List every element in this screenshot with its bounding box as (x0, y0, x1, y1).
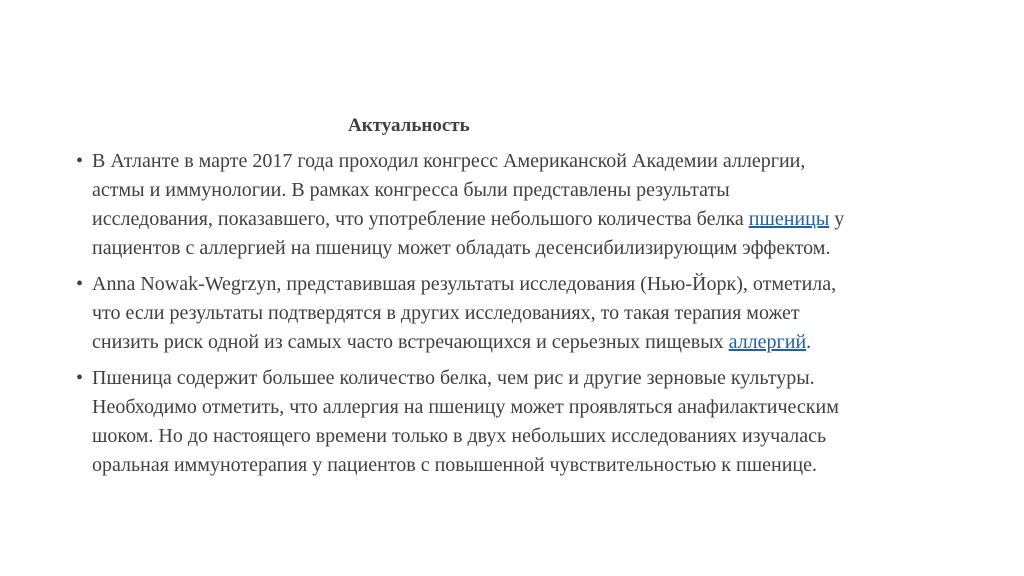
slide-title: Актуальность (348, 115, 470, 136)
bullet-1-line-1: В Атланте в марте 2017 года проходил конгресс Американской Академии аллергии, (92, 150, 806, 172)
bullet-item-2 (76, 270, 956, 357)
bullet-2-line-2: что если результаты подтвердятся в других исследованиях, то такая терапия может (92, 302, 800, 324)
bullet-dot: • (76, 150, 84, 172)
link-allergies[interactable]: аллергий (728, 331, 807, 353)
bullet-2-line-1: Anna Nowak-Wegrzyn, представившая результаты исследования (Нью-Йорк), отметила, (92, 273, 837, 295)
bullet-dot: • (76, 367, 84, 389)
bullet-1-line-3 (92, 205, 956, 234)
bullet-2-line-3-tail: . (806, 331, 812, 353)
bullet-1-line-3-text: исследования, показавшего, что употребление небольшого количества белка (92, 208, 744, 230)
bullet-3-line-4: оральная иммунотерапия у пациентов с повышенной чувствительностью к пшенице. (92, 454, 817, 476)
bullet-3-line-1: Пшеница содержит большее количество белка, чем рис и другие зерновые культуры. (92, 367, 815, 389)
bullet-list (76, 147, 956, 487)
bullet-3-line-3: шоком. Но до настоящего времени только в двух небольших исследованиях изучалась (92, 425, 827, 447)
bullet-1-line-2: астмы и иммунологии. В рамках конгресса были представлены результаты (92, 179, 730, 201)
bullet-1-line-3-tail: у (829, 208, 845, 230)
bullet-dot: • (76, 273, 84, 295)
bullet-2-line-3-text: снизить риск одной из самых часто встречающихся и серьезных пищевых (92, 331, 724, 353)
bullet-item-3 (76, 364, 956, 480)
bullet-3-line-2: Необходимо отметить, что аллергия на пшеницу может проявляться анафилактическим (92, 396, 839, 418)
bullet-1-line-4: пациентов с аллергией на пшеницу может обладать десенсибилизирующим эффектом. (92, 237, 831, 259)
link-wheat[interactable]: пшеницы (748, 208, 830, 230)
bullet-2-line-3 (92, 328, 956, 357)
bullet-item-1 (76, 147, 956, 263)
